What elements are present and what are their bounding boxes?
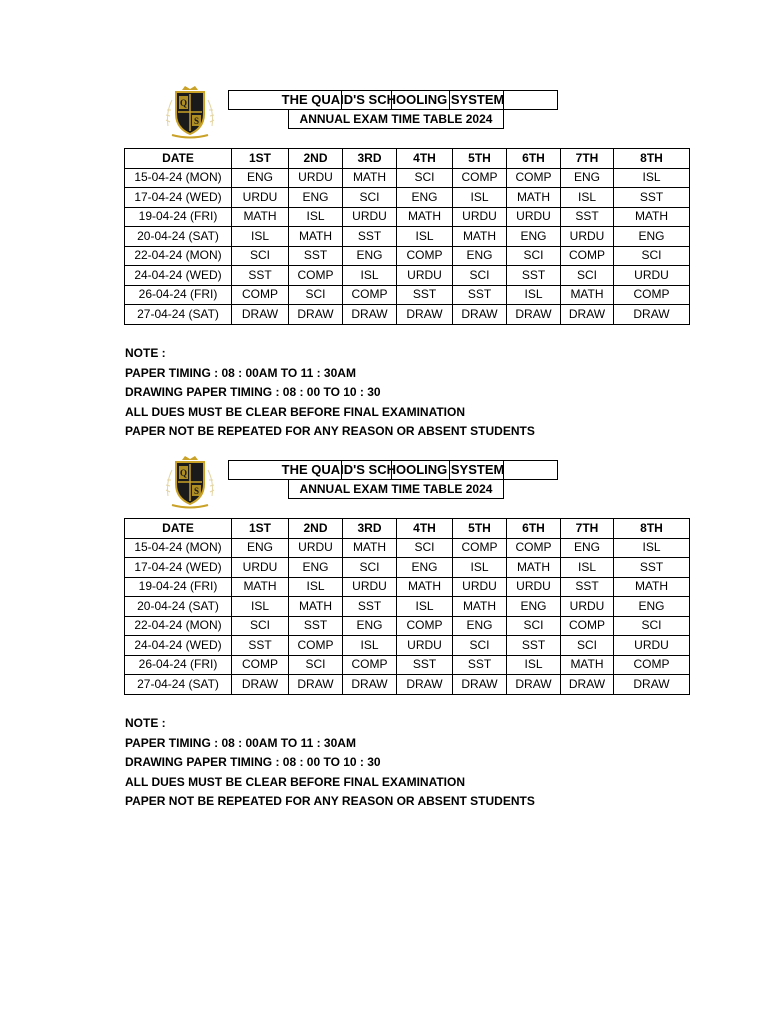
subject-cell: ISL <box>397 597 453 617</box>
date-cell: 24-04-24 (WED) <box>125 266 232 286</box>
notes-block <box>125 714 535 812</box>
table-row <box>125 207 690 227</box>
subject-cell: URDU <box>614 636 690 656</box>
subject-cell: ISL <box>614 538 690 558</box>
subject-cell: COMP <box>614 655 690 675</box>
subject-cell: ENG <box>614 597 690 617</box>
date-cell: 19-04-24 (FRI) <box>125 577 232 597</box>
date-cell: 27-04-24 (SAT) <box>125 305 232 325</box>
subject-cell: ISL <box>507 655 561 675</box>
subject-cell: URDU <box>614 266 690 286</box>
subject-cell: ENG <box>397 558 453 578</box>
subject-cell: URDU <box>507 577 561 597</box>
table-row <box>125 636 690 656</box>
subject-cell: ISL <box>232 227 289 247</box>
subject-cell: COMP <box>507 538 561 558</box>
subject-cell: ISL <box>289 577 343 597</box>
subject-cell: ENG <box>289 558 343 578</box>
table-row <box>125 305 690 325</box>
table-header-row <box>125 519 690 539</box>
note-line: PAPER NOT BE REPEATED FOR ANY REASON OR ABSENT STUDENTS <box>125 424 535 438</box>
subject-cell: DRAW <box>232 675 289 695</box>
subject-cell: URDU <box>232 188 289 208</box>
column-header: 6TH <box>507 519 561 539</box>
school-title: THE QUAID'S SCHOOLING SYSTEM <box>281 92 505 107</box>
subject-cell: DRAW <box>453 305 507 325</box>
subject-cell: URDU <box>453 207 507 227</box>
subject-cell: COMP <box>561 246 614 266</box>
table-row <box>125 577 690 597</box>
school-crest-logo <box>164 452 216 510</box>
subject-cell: MATH <box>561 285 614 305</box>
date-cell: 24-04-24 (WED) <box>125 636 232 656</box>
subject-cell: SST <box>232 266 289 286</box>
exam-subtitle: ANNUAL EXAM TIME TABLE 2024 <box>288 109 504 129</box>
subject-cell: SCI <box>397 538 453 558</box>
subject-cell: ENG <box>453 616 507 636</box>
subject-cell: COMP <box>397 246 453 266</box>
table-row <box>125 188 690 208</box>
column-header: 8TH <box>614 519 690 539</box>
subject-cell: MATH <box>289 227 343 247</box>
table-row <box>125 246 690 266</box>
table-row <box>125 266 690 286</box>
subject-cell: SCI <box>397 168 453 188</box>
subject-cell: ISL <box>343 636 397 656</box>
column-header: 3RD <box>343 519 397 539</box>
subject-cell: ENG <box>232 538 289 558</box>
column-header: 2ND <box>289 519 343 539</box>
subject-cell: DRAW <box>507 305 561 325</box>
exam-timetable <box>124 148 690 325</box>
subject-cell: ENG <box>232 168 289 188</box>
subject-cell: MATH <box>614 207 690 227</box>
subject-cell: URDU <box>397 636 453 656</box>
subject-cell: SST <box>507 266 561 286</box>
subject-cell: MATH <box>397 207 453 227</box>
subject-cell: SCI <box>561 266 614 286</box>
column-header: 1ST <box>232 149 289 169</box>
subject-cell: MATH <box>561 655 614 675</box>
notes-block <box>125 344 535 442</box>
subject-cell: COMP <box>561 616 614 636</box>
subject-cell: COMP <box>614 285 690 305</box>
subject-cell: SCI <box>289 285 343 305</box>
subject-cell: ENG <box>561 538 614 558</box>
subject-cell: SST <box>561 207 614 227</box>
note-line: PAPER TIMING : 08 : 00AM TO 11 : 30AM <box>125 365 356 380</box>
subject-cell: MATH <box>343 538 397 558</box>
subject-cell: SST <box>614 558 690 578</box>
column-header: 7TH <box>561 149 614 169</box>
subject-cell: COMP <box>289 266 343 286</box>
subject-cell: SST <box>614 188 690 208</box>
subject-cell: DRAW <box>614 305 690 325</box>
subject-cell: MATH <box>507 558 561 578</box>
crest-letter-s: S <box>193 116 200 126</box>
note-line: DRAWING PAPER TIMING : 08 : 00 TO 10 : 30 <box>125 755 381 769</box>
column-header: 2ND <box>289 149 343 169</box>
crest-letter-q: Q <box>179 98 188 108</box>
column-header: 5TH <box>453 519 507 539</box>
subject-cell: ENG <box>343 246 397 266</box>
column-header: 3RD <box>343 149 397 169</box>
subject-cell: SCI <box>343 558 397 578</box>
subject-cell: ENG <box>507 597 561 617</box>
column-header: 7TH <box>561 519 614 539</box>
table-row <box>125 655 690 675</box>
subject-cell: COMP <box>343 655 397 675</box>
subject-cell: URDU <box>397 266 453 286</box>
date-cell: 17-04-24 (WED) <box>125 188 232 208</box>
subject-cell: URDU <box>343 207 397 227</box>
subject-cell: URDU <box>561 597 614 617</box>
school-title-box <box>228 460 558 480</box>
subject-cell: COMP <box>507 168 561 188</box>
subject-cell: SST <box>453 285 507 305</box>
table-row <box>125 538 690 558</box>
subject-cell: SCI <box>614 616 690 636</box>
subject-cell: COMP <box>289 636 343 656</box>
subject-cell: ENG <box>507 227 561 247</box>
column-header: 4TH <box>397 519 453 539</box>
note-heading: NOTE : <box>125 346 166 360</box>
note-line: ALL DUES MUST BE CLEAR BEFORE FINAL EXAMINATION <box>125 774 466 789</box>
subject-cell: MATH <box>343 168 397 188</box>
subject-cell: ISL <box>453 188 507 208</box>
subject-cell: ISL <box>232 597 289 617</box>
subject-cell: ISL <box>343 266 397 286</box>
subject-cell: DRAW <box>614 675 690 695</box>
column-header: 4TH <box>397 149 453 169</box>
subject-cell: DRAW <box>561 305 614 325</box>
column-header: 6TH <box>507 149 561 169</box>
subject-cell: URDU <box>289 168 343 188</box>
date-cell: 15-04-24 (MON) <box>125 538 232 558</box>
date-cell: 20-04-24 (SAT) <box>125 597 232 617</box>
subject-cell: URDU <box>561 227 614 247</box>
column-header: DATE <box>125 149 232 169</box>
subject-cell: MATH <box>507 188 561 208</box>
subject-cell: ISL <box>289 207 343 227</box>
table-row <box>125 227 690 247</box>
subject-cell: COMP <box>232 655 289 675</box>
column-header: 5TH <box>453 149 507 169</box>
subject-cell: ENG <box>343 616 397 636</box>
subject-cell: MATH <box>453 597 507 617</box>
subject-cell: DRAW <box>507 675 561 695</box>
subject-cell: DRAW <box>397 675 453 695</box>
date-cell: 17-04-24 (WED) <box>125 558 232 578</box>
column-header: 1ST <box>232 519 289 539</box>
subject-cell: DRAW <box>343 305 397 325</box>
subject-cell: URDU <box>507 207 561 227</box>
subject-cell: DRAW <box>561 675 614 695</box>
subject-cell: ISL <box>507 285 561 305</box>
subject-cell: SST <box>343 227 397 247</box>
subject-cell: ENG <box>289 188 343 208</box>
subject-cell: SCI <box>453 266 507 286</box>
subject-cell: ISL <box>614 168 690 188</box>
note-line: DRAWING PAPER TIMING : 08 : 00 TO 10 : 30 <box>125 385 381 399</box>
subject-cell: SCI <box>561 636 614 656</box>
subject-cell: SST <box>232 636 289 656</box>
table-header-row <box>125 149 690 169</box>
date-cell: 26-04-24 (FRI) <box>125 655 232 675</box>
crest-letter-q: Q <box>179 468 188 478</box>
subject-cell: DRAW <box>453 675 507 695</box>
date-cell: 20-04-24 (SAT) <box>125 227 232 247</box>
subject-cell: SST <box>397 285 453 305</box>
subject-cell: SST <box>343 597 397 617</box>
subject-cell: MATH <box>397 577 453 597</box>
date-cell: 22-04-24 (MON) <box>125 246 232 266</box>
date-cell: 19-04-24 (FRI) <box>125 207 232 227</box>
table-row <box>125 616 690 636</box>
subject-cell: MATH <box>232 577 289 597</box>
exam-timetable <box>124 518 690 695</box>
subject-cell: SST <box>561 577 614 597</box>
subject-cell: SCI <box>232 246 289 266</box>
note-line: PAPER TIMING : 08 : 00AM TO 11 : 30AM <box>125 735 356 750</box>
note-line: PAPER NOT BE REPEATED FOR ANY REASON OR ABSENT STUDENTS <box>125 794 535 808</box>
subject-cell: DRAW <box>289 305 343 325</box>
subject-cell: SCI <box>232 616 289 636</box>
subject-cell: URDU <box>232 558 289 578</box>
date-cell: 15-04-24 (MON) <box>125 168 232 188</box>
subject-cell: ENG <box>561 168 614 188</box>
subject-cell: ISL <box>453 558 507 578</box>
subject-cell: ISL <box>561 188 614 208</box>
school-title-box <box>228 90 558 110</box>
note-heading: NOTE : <box>125 716 166 730</box>
subject-cell: SCI <box>507 616 561 636</box>
subject-cell: SST <box>397 655 453 675</box>
subject-cell: COMP <box>397 616 453 636</box>
table-row <box>125 285 690 305</box>
subject-cell: COMP <box>453 538 507 558</box>
subject-cell: COMP <box>232 285 289 305</box>
subject-cell: ISL <box>397 227 453 247</box>
subject-cell: SCI <box>343 188 397 208</box>
subject-cell: SST <box>507 636 561 656</box>
subject-cell: DRAW <box>232 305 289 325</box>
subject-cell: SST <box>289 616 343 636</box>
subject-cell: MATH <box>453 227 507 247</box>
column-header: DATE <box>125 519 232 539</box>
note-line: ALL DUES MUST BE CLEAR BEFORE FINAL EXAMINATION <box>125 404 466 419</box>
column-header: 8TH <box>614 149 690 169</box>
subject-cell: DRAW <box>289 675 343 695</box>
subject-cell: URDU <box>453 577 507 597</box>
subject-cell: SCI <box>289 655 343 675</box>
crest-letter-s: S <box>193 486 200 496</box>
subject-cell: MATH <box>289 597 343 617</box>
subject-cell: ISL <box>561 558 614 578</box>
subject-cell: SCI <box>453 636 507 656</box>
school-title: THE QUAID'S SCHOOLING SYSTEM <box>281 462 505 477</box>
subject-cell: ENG <box>614 227 690 247</box>
subject-cell: COMP <box>343 285 397 305</box>
subject-cell: DRAW <box>397 305 453 325</box>
exam-subtitle: ANNUAL EXAM TIME TABLE 2024 <box>288 479 504 499</box>
subject-cell: ENG <box>397 188 453 208</box>
table-row <box>125 597 690 617</box>
table-row <box>125 558 690 578</box>
subject-cell: SCI <box>507 246 561 266</box>
subject-cell: SST <box>453 655 507 675</box>
subject-cell: MATH <box>232 207 289 227</box>
date-cell: 26-04-24 (FRI) <box>125 285 232 305</box>
subject-cell: SCI <box>614 246 690 266</box>
table-row <box>125 168 690 188</box>
table-row <box>125 675 690 695</box>
subject-cell: URDU <box>289 538 343 558</box>
subject-cell: ENG <box>453 246 507 266</box>
subject-cell: URDU <box>343 577 397 597</box>
subject-cell: COMP <box>453 168 507 188</box>
subject-cell: MATH <box>614 577 690 597</box>
subject-cell: SST <box>289 246 343 266</box>
date-cell: 22-04-24 (MON) <box>125 616 232 636</box>
school-crest-logo <box>164 82 216 140</box>
date-cell: 27-04-24 (SAT) <box>125 675 232 695</box>
subject-cell: DRAW <box>343 675 397 695</box>
